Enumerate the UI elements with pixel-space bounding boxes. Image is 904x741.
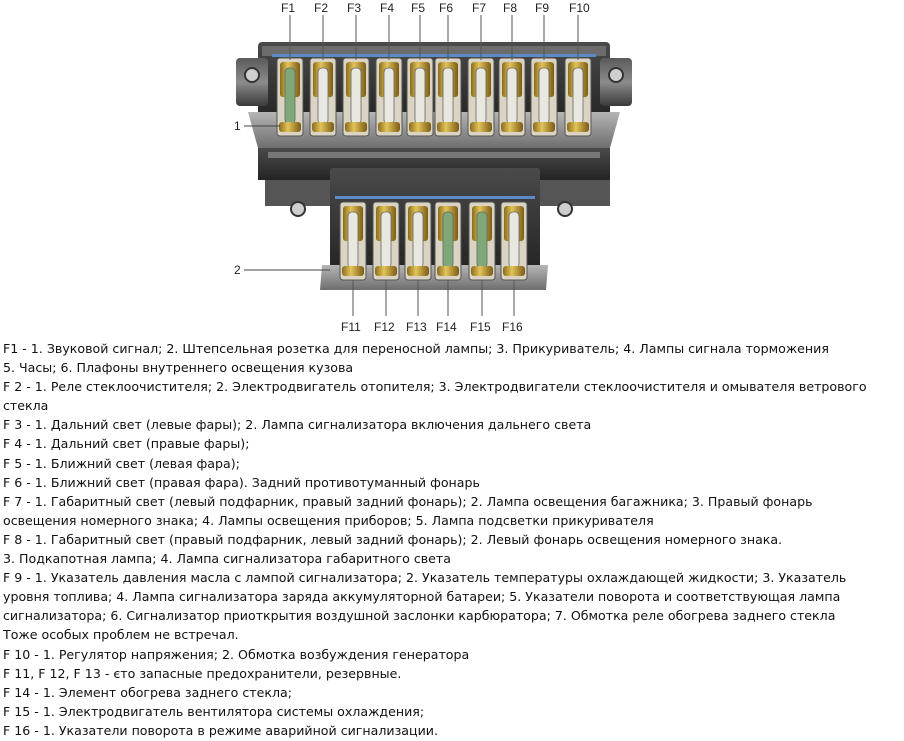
- fuse-label-f7: F7: [472, 1, 487, 15]
- legend-line: F 2 - 1. Реле стеклоочистителя; 2. Электродвигатель отопителя; 3. Электродвигатели стеклоочистителя и омывателя ветрового: [3, 379, 867, 395]
- legend-line: 3. Подкапотная лампа; 4. Лампа сигнализатора габаритного света: [3, 551, 451, 567]
- fuse-f4: [376, 58, 402, 136]
- legend-line: сигнализатора; 6. Сигнализатор приоткрытия воздушной заслонки карбюратора; 7. Обмотка реле обогрева заднего стекла: [3, 608, 836, 624]
- callout-1-label: 1: [234, 119, 241, 133]
- callout-2-label: 2: [234, 263, 241, 277]
- legend-line: F 5 - 1. Ближний свет (левая фара);: [3, 455, 240, 471]
- fuse-f5: [407, 58, 433, 136]
- legend-line: F 15 - 1. Электродвигатель вентилятора системы охлаждения;: [3, 703, 425, 719]
- fuse-label-f14: F14: [436, 320, 457, 334]
- legend-line: 5. Часы; 6. Плафоны внутреннего освещения кузова: [3, 360, 354, 376]
- callout-2: [234, 263, 330, 277]
- legend-line: F 8 - 1. Габаритный свет (правый подфарник, левый задний фонарь); 2. Левый фонарь освещения номерного знака.: [3, 531, 783, 547]
- fuse-label-f12: F12: [374, 320, 395, 334]
- fuse-f7: [468, 58, 494, 136]
- legend-line: F 10 - 1. Регулятор напряжения; 2. Обмотка возбуждения генератора: [3, 646, 470, 662]
- fuse-f13: [405, 202, 431, 280]
- fuse-f1: [277, 58, 303, 136]
- legend-line: F 11, F 12, F 13 - єто запасные предохранители, резервные.: [3, 665, 402, 681]
- fuse-box-diagram: [0, 0, 904, 338]
- fuse-f8: [499, 58, 525, 136]
- fuse-label-f11: F11: [341, 320, 361, 334]
- fuse-label-f6: F6: [439, 1, 454, 15]
- fuse-f6: [435, 58, 461, 136]
- legend-line: стекла: [3, 398, 49, 414]
- fuse-label-f13: F13: [406, 320, 427, 334]
- legend-line: F 9 - 1. Указатель давления масла с лампой сигнализатора; 2. Указатель температуры охлаждающей жидкости; 3. Указатель: [3, 570, 847, 586]
- fuse-label-f2: F2: [314, 1, 329, 15]
- fuse-f15: [469, 202, 495, 280]
- fuse-label-f9: F9: [535, 1, 550, 15]
- fuse-label-f10: F10: [569, 1, 590, 15]
- legend-line: уровня топлива; 4. Лампа сигнализатора заряда аккумуляторной батареи; 5. Указатели поворота и соответствующая лампа: [3, 589, 841, 605]
- legend-line: освещения номерного знака; 4. Лампы освещения приборов; 5. Лампа подсветки прикуривателя: [3, 512, 654, 528]
- fuse-legend: [3, 339, 901, 740]
- fuse-label-f5: F5: [411, 1, 426, 15]
- legend-line: F 7 - 1. Габаритный свет (левый подфарник, правый задний фонарь); 2. Лампа освещения багажника; 3. Правый фонарь: [3, 493, 813, 509]
- fuse-f11: [340, 202, 366, 280]
- fuse-f14: [435, 202, 461, 280]
- fuse-f10: [565, 58, 591, 136]
- fuse-label-f15: F15: [470, 320, 491, 334]
- fuse-label-f8: F8: [503, 1, 518, 15]
- fuse-f2: [310, 58, 336, 136]
- fuse-label-f16: F16: [502, 320, 523, 334]
- legend-line: Тоже особых проблем не встречал.: [3, 627, 239, 643]
- fuse-f12: [373, 202, 399, 280]
- legend-line: F 3 - 1. Дальний свет (левые фары); 2. Лампа сигнализатора включения дальнего света: [3, 417, 592, 433]
- fuse-label-f3: F3: [347, 1, 362, 15]
- fuse-label-f4: F4: [380, 1, 395, 15]
- fuse-label-f1: F1: [281, 1, 296, 15]
- legend-line: F 4 - 1. Дальний свет (правые фары);: [3, 436, 250, 452]
- legend-line: F 14 - 1. Элемент обогрева заднего стекла;: [3, 684, 292, 700]
- fuse-f9: [531, 58, 557, 136]
- legend-line: F 6 - 1. Ближний свет (правая фара). Задний противотуманный фонарь: [3, 474, 480, 490]
- fuse-f16: [501, 202, 527, 280]
- legend-line: F 16 - 1. Указатели поворота в режиме аварийной сигнализации.: [3, 722, 438, 738]
- legend-line: F1 - 1. Звуковой сигнал; 2. Штепсельная розетка для переносной лампы; 3. Прикуриватель; 4. Лампы сигнала торможения: [3, 341, 829, 356]
- fuse-f3: [343, 58, 369, 136]
